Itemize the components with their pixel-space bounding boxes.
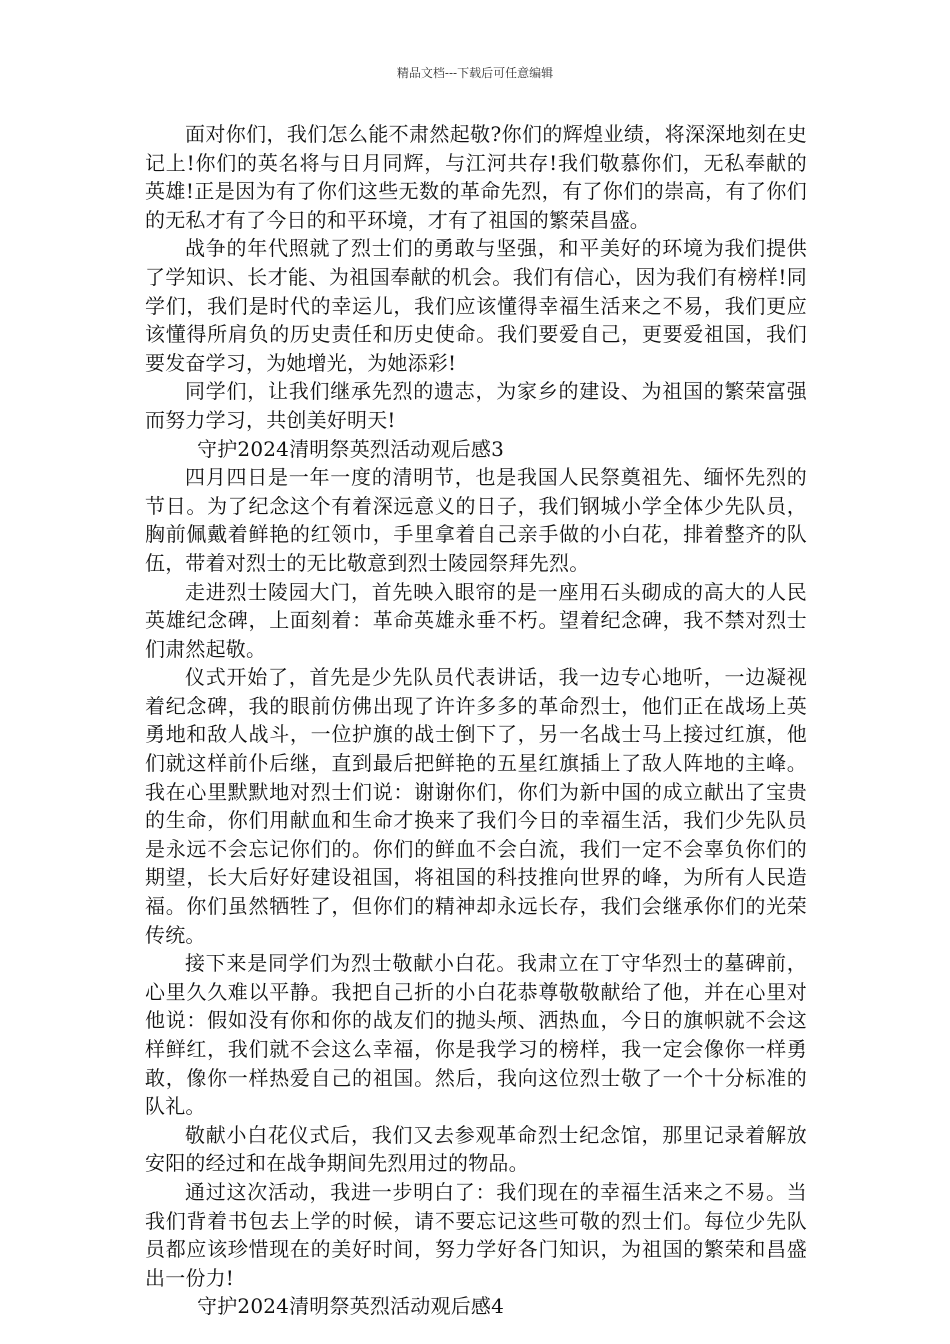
paragraph: 同学们，让我们继承先烈的遗志，为家乡的建设、为祖国的繁荣富强而努力学习，共创美好明天! xyxy=(145,379,807,432)
paragraph: 走进烈士陵园大门，首先映入眼帘的是一座用石头砌成的高大的人民英雄纪念碑，上面刻着：革命英雄永垂不朽。望着纪念碑，我不禁对烈士们肃然起敬。 xyxy=(145,579,807,661)
section-heading-3: 守护2024清明祭英烈活动观后感3 xyxy=(197,436,505,461)
section-heading-4: 守护2024清明祭英烈活动观后感4 xyxy=(197,1294,505,1319)
paragraph: 通过这次活动，我进一步明白了：我们现在的幸福生活来之不易。当我们背着书包去上学的时候，请不要忘记这些可敬的烈士们。每位少先队员都应该珍惜现在的美好时间，努力学好各门知识，为祖国的繁荣和昌盛出一份力! xyxy=(145,1179,807,1290)
paragraph: 接下来是同学们为烈士敬献小白花。我肃立在丁守华烈士的墓碑前，心里久久难以平静。我把自己折的小白花恭尊敬敬献给了他，并在心里对他说：假如没有你和你的战友们的抛头颅、洒热血，今日的旗帜就不会这样鲜红，我们就不会这么幸福，你是我学习的榜样，我一定会像你一样勇敢，像你一样热爱自己的祖国。然后，我向这位烈士敬了一个十分标准的队礼。 xyxy=(145,951,807,1119)
paragraph: 面对你们，我们怎么能不肃然起敬?你们的辉煌业绩，将深深地刻在史记上!你们的英名将与日月同辉，与江河共存!我们敬慕你们，无私奉献的英雄!正是因为有了你们这些无数的革命先烈，有了你们的崇高，有了你们的无私才有了今日的和平环境，才有了祖国的繁荣昌盛。 xyxy=(145,122,807,232)
paragraph: 敬献小白花仪式后，我们又去参观革命烈士纪念馆，那里记录着解放安阳的经过和在战争期间先烈用过的物品。 xyxy=(145,1122,807,1176)
paragraph: 战争的年代照就了烈士们的勇敢与坚强，和平美好的环境为我们提供了学知识、长才能、为祖国奉献的机会。我们有信心，因为我们有榜样!同学们，我们是时代的幸运儿，我们应该懂得幸福生活来之不易，我们更应该懂得所肩负的历史责任和历史使命。我们要爱自己，更要爱祖国，我们要发奋学习，为她增光，为她添彩! xyxy=(145,236,807,375)
paragraph: 仪式开始了，首先是少先队员代表讲话，我一边专心地听，一边凝视着纪念碑，我的眼前仿佛出现了许许多多的革命烈士，他们正在战场上英勇地和敌人战斗，一位护旗的战士倒下了，另一名战士马上接过红旗，他们就这样前仆后继，直到最后把鲜艳的五星红旗插上了敌人阵地的主峰。我在心里默默地对烈士们说：谢谢你们，你们为新中国的成立献出了宝贵的生命，你们用献血和生命才换来了我们今日的幸福生活，我们少先队员是永远不会忘记你们的。你们的鲜血不会白流，我们一定不会辜负你们的期望，长大后好好建设祖国，将祖国的科技推向世界的峰，为所有人民造福。你们虽然牺牲了，但你们的精神却永远长存，我们会继承你们的光荣传统。 xyxy=(145,665,807,947)
document-body xyxy=(145,120,807,1321)
paragraph: 四月四日是一年一度的清明节，也是我国人民祭奠祖先、缅怀先烈的节日。为了纪念这个有着深远意义的日子，我们钢城小学全体少先队员，胸前佩戴着鲜艳的红领巾，手里拿着自己亲手做的小白花，排着整齐的队伍，带着对烈士的无比敬意到烈士陵园祭拜先烈。 xyxy=(145,465,807,575)
page-header: 精品文档---下载后可任意编辑 xyxy=(396,66,554,80)
